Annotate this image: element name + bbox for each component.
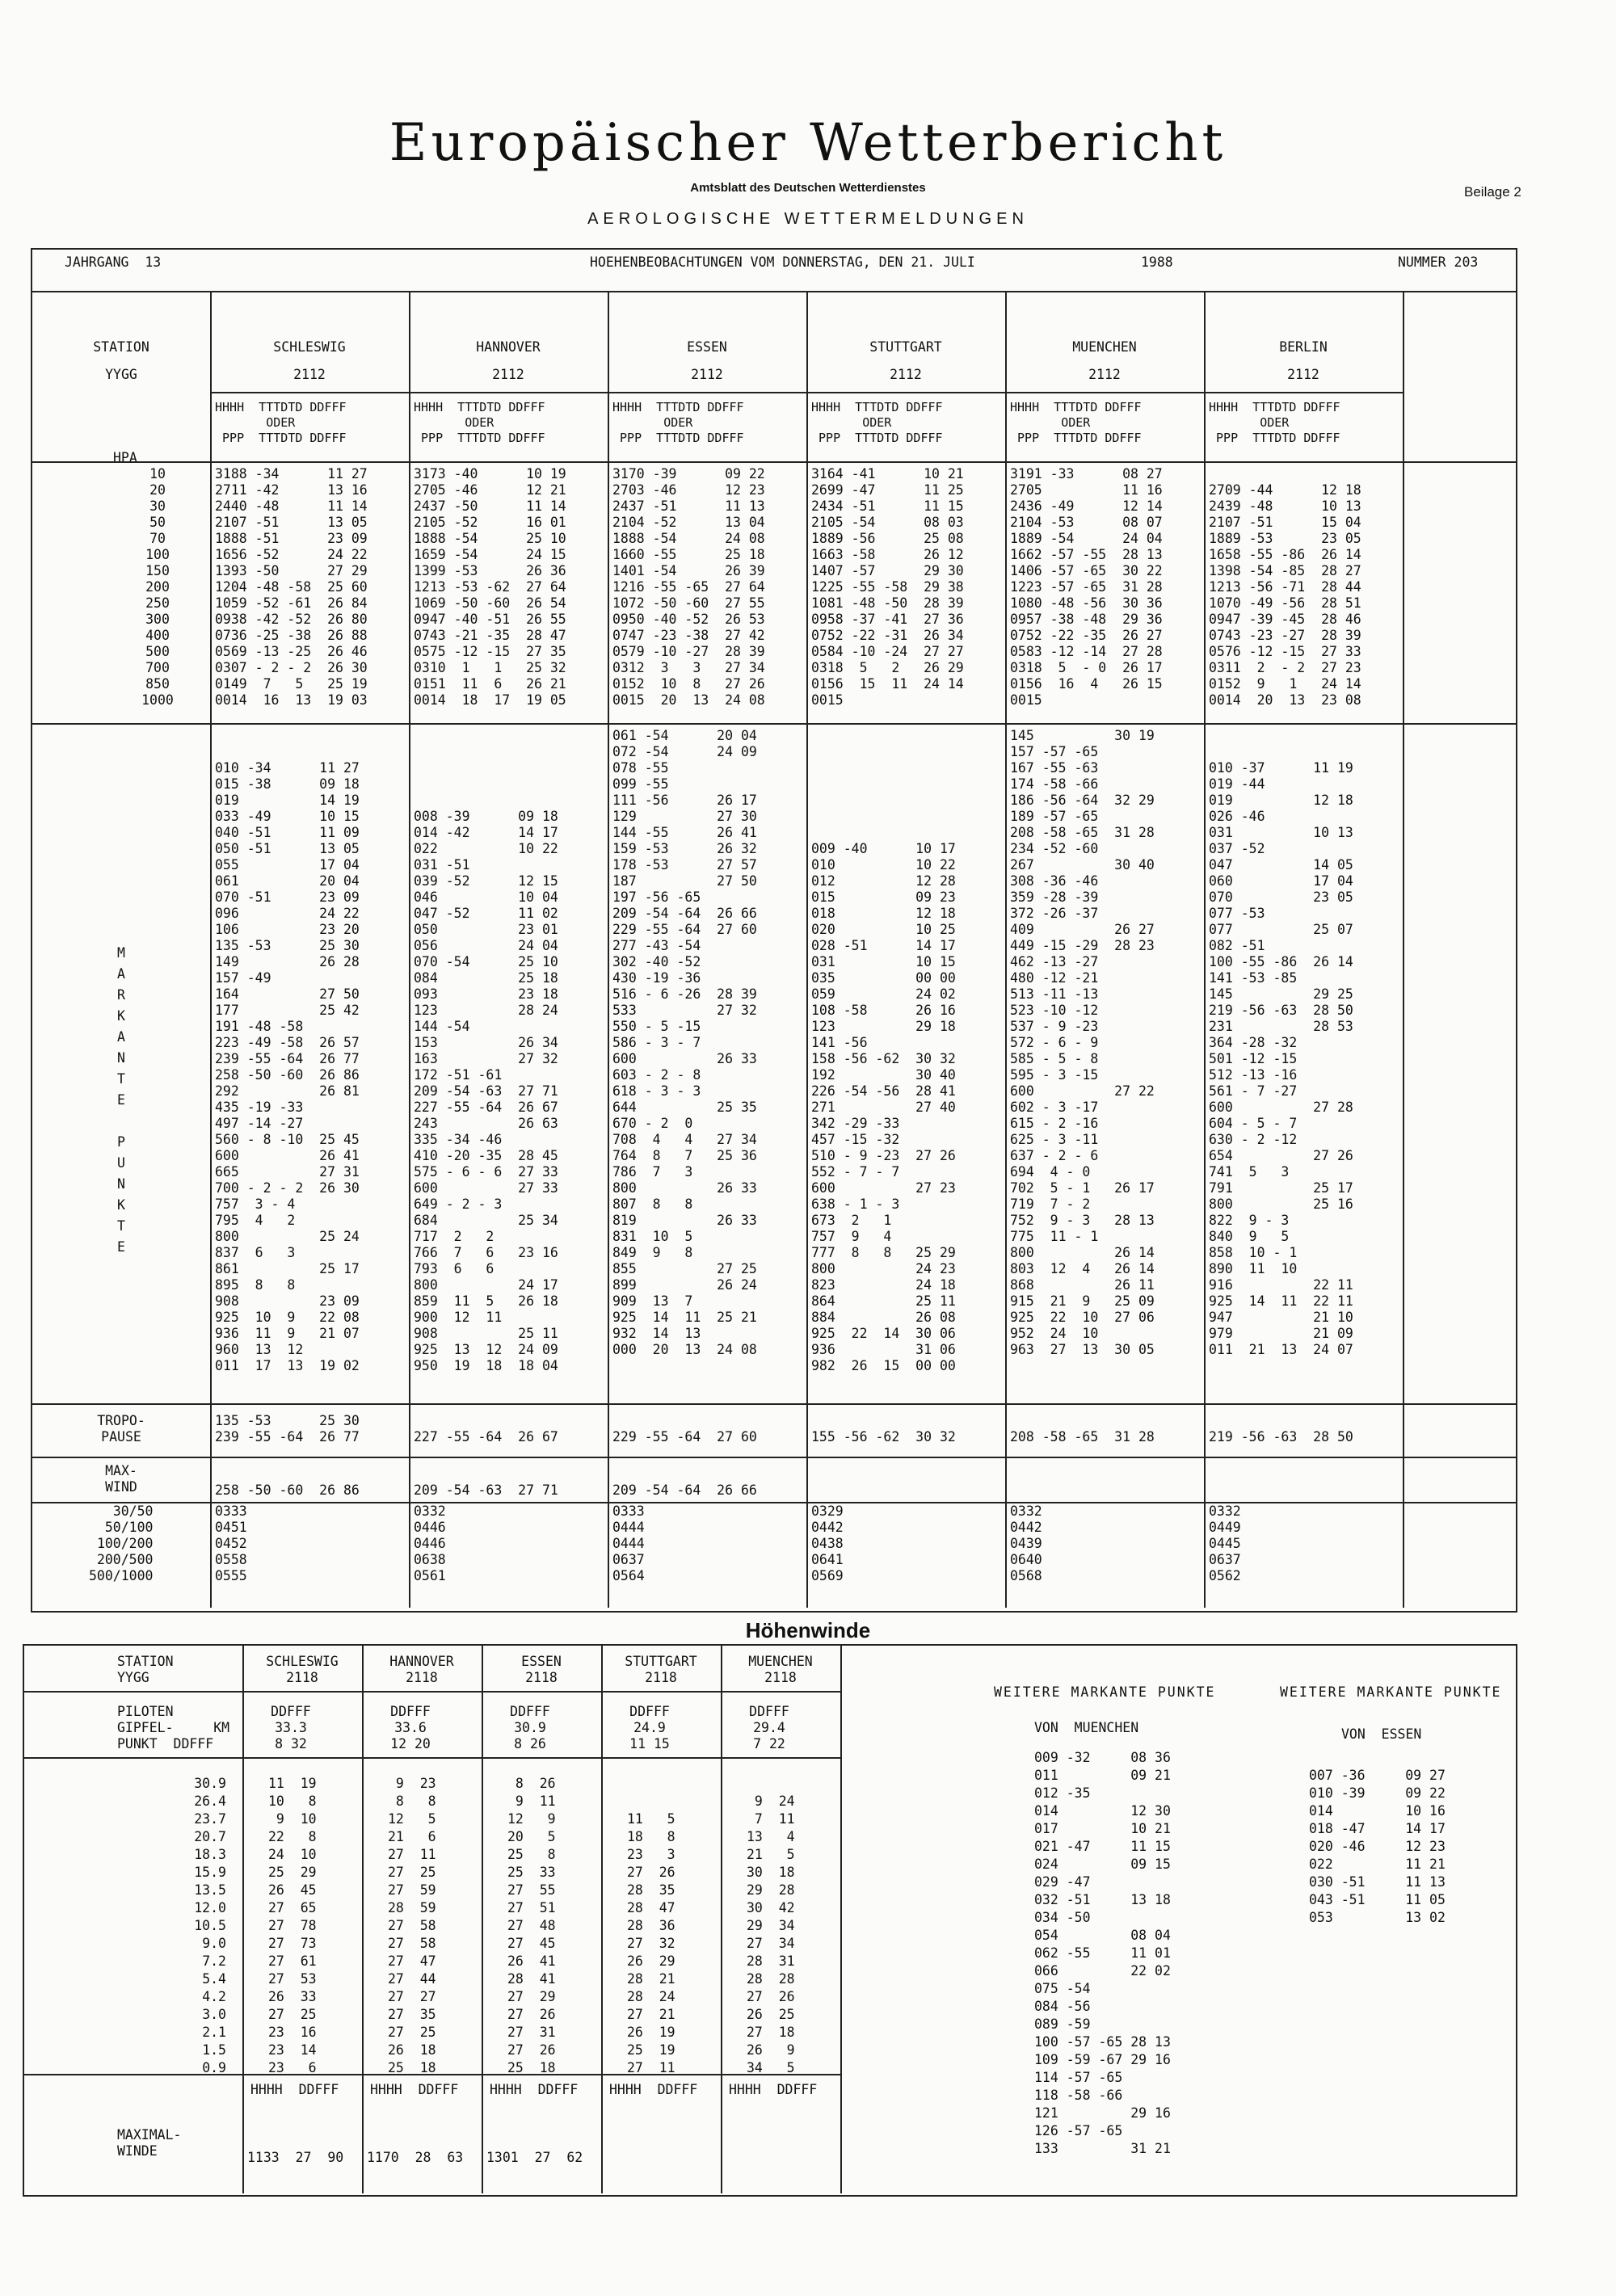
std-levels-berlin: 2709 -44 12 18 2439 -48 10 13 2107 -51 15 04 1889 -53 23 05 1658 -55 -86 26 14 1398 -54 -85 28 27 1213 -56 -71 28 44 1070 -49 -56 28 51 0947 -39 -45 28 46 0743 -23 -27 28 39 0576 -12 -15 27 33 0311 2 - 2 27 23 0152 9 1 24 14 0014 20 13 23 08 xyxy=(1209,482,1361,708)
hoehenwinde-title: Höhenwinde xyxy=(745,1618,871,1642)
tropopause-schleswig: 135 -53 25 30 239 -55 -64 26 77 xyxy=(215,1413,360,1444)
winds-essen: 8 26 9 11 12 9 20 5 25 8 25 33 27 55 27 51 27 48 27 45 26 41 28 41 27 29 27 26 27 31 27 26 25 18 xyxy=(507,1776,556,2075)
sig-points-muenchen: 145 30 19 157 -57 -65 167 -55 -63 174 -58 -66 186 -56 -64 32 29 189 -57 -65 208 -58 -65 31 28 234 -52 -60 267 30 40 308 -36 -46 359 -28 -39 372 -26 -37 409 26 27 449 -15 -29 28 23 462 -13 -27 480 -12 -21 513 -11 -13 523 -10 -12 537 - 9 -23 572 - 6 - 9 585 - 5 - 8 595 - 3 -15 600 27 22 602 - 3 -17 615 - 2 -16 625 - 3 -11 637 - 2 - 6 694 4 - 0 702 5 - 1 26 17 719 7 - 2 752 9 - 3 28 13 775 11 - 1 800 26 14 803 12 4 26 14 868 26 11 915 21 9 25 09 925 22 10 27 06 952 24 10 963 27 13 30 05 xyxy=(1010,728,1155,1357)
height-levels: 30.9 26.4 23.7 20.7 18.3 15.9 13.5 12.0 10.5 9.0 7.2 5.4 4.2 3.0 2.1 1.5 0.9 xyxy=(194,1776,226,2075)
observation-year: 1988 xyxy=(1141,254,1173,270)
tropopause-stuttgart: 155 -56 -62 30 32 xyxy=(811,1429,956,1444)
essen-extra-rows: 007 -36 09 27 010 -39 09 22 014 10 16 018 -47 14 17 020 -46 12 23 022 11 21 030 -51 11 13 043 -51 11 05 053 13 02 xyxy=(1309,1768,1446,1925)
page-title: Europäischer Wetterbericht xyxy=(389,113,1227,173)
piloten-schleswig: DDFFF 33.3 8 32 xyxy=(271,1704,311,1751)
hw-station-hannover: HANNOVER 2118 xyxy=(389,1654,454,1685)
std-levels-hannover: 3173 -40 10 19 2705 -46 12 21 2437 -50 11 14 2105 -52 16 01 1888 -54 25 10 1659 -54 24 15 1399 -53 26 36 1213 -53 -62 27 64 1069 -50 -60 26 54 0947 -40 -51 26 55 0743 -21 -35 28 47 0575 -12 -15 27 35 0310 1 1 25 32 0151 11 6 26 21 0014 18 17 19 05 xyxy=(414,466,566,708)
layers-hannover: 0332 0446 0446 0638 0561 xyxy=(414,1503,446,1583)
maxhead: HHHH DDFFF xyxy=(250,2082,339,2097)
hw-station-stuttgart: STUTTGART 2118 xyxy=(625,1654,697,1685)
markante-punkte-label: M A R K A N T E P U N K T E xyxy=(117,945,125,1255)
piloten-label: PILOTEN GIPFEL- KM PUNKT DDFFF xyxy=(117,1704,230,1751)
layers-muenchen: 0332 0442 0439 0640 0568 xyxy=(1010,1503,1042,1583)
tropopause-hannover: 227 -55 -64 26 67 xyxy=(414,1429,558,1444)
column-head: HHHH TTTDTD DDFFF ODER PPP TTTDTD DDFFF xyxy=(1010,400,1142,445)
column-head: HHHH TTTDTD DDFFF ODER PPP TTTDTD DDFFF xyxy=(811,400,943,445)
muenchen-extra-rows: 009 -32 08 36 011 09 21 012 -35 014 12 30 017 10 21 021 -47 11 15 024 09 15 029 -47 032 -51 13 18 034 -50 054 08 04 062 -55 11 01 066 22 02 075 -54 084 -56 089 -59 100 -57 -65 28 13 109 -59 -67 29 16 114 -57 -65 118 -58 -66 121 29 16 126 -57 -65 133 31 21 xyxy=(1034,1750,1171,2156)
maxwind-essen: 1301 27 62 xyxy=(486,2150,583,2165)
muenchen-extra-von: VON MUENCHEN xyxy=(1034,1720,1139,1735)
pressure-levels: 10 20 30 50 70 100 150 200 250 300 400 500 700 850 1000 xyxy=(141,466,174,708)
maxwind-schleswig: 258 -50 -60 26 86 xyxy=(215,1482,360,1498)
maxhead: HHHH DDFFF xyxy=(490,2082,579,2097)
maxwind-label: MAX- WIND xyxy=(105,1463,137,1495)
hw-station-essen: ESSEN 2118 xyxy=(521,1654,562,1685)
page-subtitle: Amtsblatt des Deutschen Wetterdienstes xyxy=(690,181,926,195)
station-label: STATION YYGG xyxy=(93,339,149,382)
sig-points-berlin: 010 -37 11 19 019 -44 019 12 18 026 -46 031 10 13 037 -52 047 14 05 060 17 04 070 23 05 077 -53 077 25 07 082 -51 100 -55 -86 26 14 141 -53 -85 145 29 25 219 -56 -63 28 50 231 28 53 364 -28 -32 501 -12 -15 512 -13 -16 561 - 7 -27 600 27 28 604 - 5 - 7 630 - 2 -12 654 27 26 741 5 3 791 25 17 800 25 16 822 9 - 3 840 9 5 858 10 - 1 890 11 10 916 22 11 925 14 11 22 11 947 21 10 979 21 09 011 21 13 24 07 xyxy=(1209,760,1353,1357)
issue-number: NUMMER 203 xyxy=(1398,254,1479,270)
hpa-label: HPA xyxy=(113,450,137,465)
station-berlin: BERLIN 2112 xyxy=(1279,339,1328,382)
hoehenwinde-table xyxy=(23,1644,1517,2197)
std-levels-muenchen: 3191 -33 08 27 2705 11 16 2436 -49 12 14 2104 -53 08 07 1889 -54 24 04 1662 -57 -55 28 13 1406 -57 -65 30 22 1223 -57 -65 31 28 1080 -48 -56 30 36 0957 -38 -48 29 36 0752 -22 -35 26 27 0583 -12 -14 27 28 0318 5 - 0 26 17 0156 16 4 26 15 0015 xyxy=(1010,466,1163,708)
station-schleswig: SCHLESWIG 2112 xyxy=(273,339,346,382)
column-head: HHHH TTTDTD DDFFF ODER PPP TTTDTD DDFFF xyxy=(414,400,545,445)
main-table xyxy=(31,248,1517,1613)
tropopause-essen: 229 -55 -64 27 60 xyxy=(612,1429,757,1444)
winds-stuttgart: 11 5 18 8 23 3 27 26 28 35 28 47 28 36 27 32 26 29 28 21 28 24 27 21 26 19 25 19 27 11 xyxy=(627,1811,675,2075)
column-head: HHHH TTTDTD DDFFF ODER PPP TTTDTD DDFFF xyxy=(215,400,347,445)
layers-schleswig: 0333 0451 0452 0558 0555 xyxy=(215,1503,247,1583)
maxwind-hannover: 1170 28 63 xyxy=(367,2150,464,2165)
winds-schleswig: 11 19 10 8 9 10 22 8 24 10 25 29 26 45 27 65 27 78 27 73 27 61 27 53 26 33 27 25 23 16 23 14 23 6 xyxy=(268,1776,317,2075)
station-stuttgart: STUTTGART 2112 xyxy=(869,339,942,382)
maxwind-schleswig: 1133 27 90 xyxy=(247,2150,344,2165)
maxwind-essen: 209 -54 -64 26 66 xyxy=(612,1482,757,1498)
piloten-muenchen: DDFFF 29.4 7 22 xyxy=(749,1704,789,1751)
sig-points-hannover: 008 -39 09 18 014 -42 14 17 022 10 22 031 -51 039 -52 12 15 046 10 04 047 -52 11 02 050 23 01 056 24 04 070 -54 25 10 084 25 18 093 23 18 123 28 24 144 -54 153 26 34 163 27 32 172 -51 -61 209 -54 -63 27 71 227 -55 -64 26 67 243 26 63 335 -34 -46 410 -20 -35 28 45 575 - 6 - 6 27 33 600 27 33 649 - 2 - 3 684 25 34 717 2 2 766 7 6 23 16 793 6 6 800 24 17 859 11 5 26 18 900 12 11 908 25 11 925 13 12 24 09 950 19 18 18 04 xyxy=(414,809,558,1373)
maxhead: HHHH DDFFF xyxy=(370,2082,459,2097)
section-title: AEROLOGISCHE WETTERMELDUNGEN xyxy=(587,210,1029,228)
sig-points-essen: 061 -54 20 04 072 -54 24 09 078 -55 099 -55 111 -56 26 17 129 27 30 144 -55 26 41 159 -53 26 32 178 -53 27 57 187 27 50 197 -56 -65 209 -54 -64 26 66 229 -55 -64 27 60 277 -43 -54 302 -40 -52 430 -19 -36 516 - 6 -26 28 39 533 27 32 550 - 5 -15 586 - 3 - 7 600 26 33 603 - 2 - 8 618 - 3 - 3 644 25 35 670 - 2 0 708 4 4 27 34 764 8 7 25 36 786 7 3 800 26 33 807 8 8 819 26 33 831 10 5 849 9 8 855 27 25 899 26 24 909 13 7 925 14 11 25 21 932 14 13 000 20 13 24 08 xyxy=(612,728,757,1357)
layers-stuttgart: 0329 0442 0438 0641 0569 xyxy=(811,1503,844,1583)
piloten-stuttgart: DDFFF 24.9 11 15 xyxy=(629,1704,670,1751)
piloten-essen: DDFFF 30.9 8 26 xyxy=(510,1704,550,1751)
muenchen-extra-title: WEITERE MARKANTE PUNKTE xyxy=(994,1684,1216,1700)
layers-berlin: 0332 0449 0445 0637 0562 xyxy=(1209,1503,1241,1583)
layers-essen: 0333 0444 0444 0637 0564 xyxy=(612,1503,645,1583)
station-muenchen: MUENCHEN 2112 xyxy=(1072,339,1137,382)
essen-extra-von: VON ESSEN xyxy=(1341,1726,1422,1742)
maxhead: HHHH DDFFF xyxy=(609,2082,698,2097)
std-levels-schleswig: 3188 -34 11 27 2711 -42 13 16 2440 -48 11 14 2107 -51 13 05 1888 -51 23 09 1656 -52 24 22 1393 -50 27 29 1204 -48 -58 25 60 1059 -52 -61 26 84 0938 -42 -52 26 80 0736 -25 -38 26 88 0569 -13 -25 26 46 0307 - 2 - 2 26 30 0149 7 5 25 19 0014 16 13 19 03 xyxy=(215,466,368,708)
layer-label: 30/50 50/100 100/200 200/500 500/1000 xyxy=(89,1503,154,1583)
observation-date: HOEHENBEOBACHTUNGEN VOM DONNERSTAG, DEN 21. JULI xyxy=(590,254,975,270)
column-head: HHHH TTTDTD DDFFF ODER PPP TTTDTD DDFFF xyxy=(1209,400,1340,445)
beilage-label: Beilage 2 xyxy=(1464,184,1521,200)
winds-hannover: 9 23 8 8 12 5 21 6 27 11 27 25 27 59 28 59 27 58 27 58 27 47 27 44 27 27 27 35 27 25 26 18 25 18 xyxy=(388,1776,436,2075)
sig-points-schleswig: 010 -34 11 27 015 -38 09 18 019 14 19 033 -49 10 15 040 -51 11 09 050 -51 13 05 055 17 04 061 20 04 070 -51 23 09 096 24 22 106 23 20 135 -53 25 30 149 26 28 157 -49 164 27 50 177 25 42 191 -48 -58 223 -49 -58 26 57 239 -55 -64 26 77 258 -50 -60 26 86 292 26 81 435 -19 -33 497 -14 -27 560 - 8 -10 25 45 600 26 41 665 27 31 700 - 2 - 2 26 30 757 3 - 4 795 4 2 800 25 24 837 6 3 861 25 17 895 8 8 908 23 09 925 10 9 22 08 936 11 9 21 07 960 13 12 011 17 13 19 02 xyxy=(215,760,360,1373)
maximal-winde-label: MAXIMAL- WINDE xyxy=(117,2127,182,2159)
tropopause-berlin: 219 -56 -63 28 50 xyxy=(1209,1429,1353,1444)
maxwind-hannover: 209 -54 -63 27 71 xyxy=(414,1482,558,1498)
hw-station-muenchen: MUENCHEN 2118 xyxy=(748,1654,813,1685)
tropopause-label: TROPO- PAUSE xyxy=(97,1413,145,1444)
column-head: HHHH TTTDTD DDFFF ODER PPP TTTDTD DDFFF xyxy=(612,400,744,445)
std-levels-stuttgart: 3164 -41 10 21 2699 -47 11 25 2434 -51 11 15 2105 -54 08 03 1889 -56 25 08 1663 -58 26 12 1407 -57 29 30 1225 -55 -58 29 38 1081 -48 -50 28 39 0958 -37 -41 27 36 0752 -22 -31 26 34 0584 -10 -24 27 27 0318 5 2 26 29 0156 15 11 24 14 0015 xyxy=(811,466,964,708)
jahrgang: JAHRGANG 13 xyxy=(65,254,162,270)
winds-muenchen: 9 24 7 11 13 4 21 5 30 18 29 28 30 42 29 34 27 34 28 31 28 28 27 26 26 25 27 18 26 9 34 5 xyxy=(747,1793,795,2075)
piloten-hannover: DDFFF 33.6 12 20 xyxy=(390,1704,431,1751)
std-levels-essen: 3170 -39 09 22 2703 -46 12 23 2437 -51 11 13 2104 -52 13 04 1888 -54 24 08 1660 -55 25 18 1401 -54 26 39 1216 -55 -65 27 64 1072 -50 -60 27 55 0950 -40 -52 26 53 0747 -23 -38 27 42 0579 -10 -27 28 39 0312 3 3 27 34 0152 10 8 27 26 0015 20 13 24 08 xyxy=(612,466,765,708)
station-essen: ESSEN 2112 xyxy=(687,339,727,382)
tropopause-muenchen: 208 -58 -65 31 28 xyxy=(1010,1429,1155,1444)
essen-extra-title: WEITERE MARKANTE PUNKTE xyxy=(1280,1684,1502,1700)
hw-station-label: STATION YYGG xyxy=(117,1654,174,1685)
sig-points-stuttgart: 009 -40 10 17 010 10 22 012 12 28 015 09 23 018 12 18 020 10 25 028 -51 14 17 031 10 15 035 00 00 059 24 02 108 -58 26 16 123 29 18 141 -56 158 -56 -62 30 32 192 30 40 226 -54 -56 28 41 271 27 40 342 -29 -33 457 -15 -32 510 - 9 -23 27 26 552 - 7 - 7 600 27 23 638 - 1 - 3 673 2 1 757 9 4 777 8 8 25 29 800 24 23 823 24 18 864 25 11 884 26 08 925 22 14 30 06 936 31 06 982 26 15 00 00 xyxy=(811,841,956,1373)
hw-station-schleswig: SCHLESWIG 2118 xyxy=(266,1654,339,1685)
maxhead: HHHH DDFFF xyxy=(729,2082,818,2097)
station-hannover: HANNOVER 2112 xyxy=(476,339,541,382)
